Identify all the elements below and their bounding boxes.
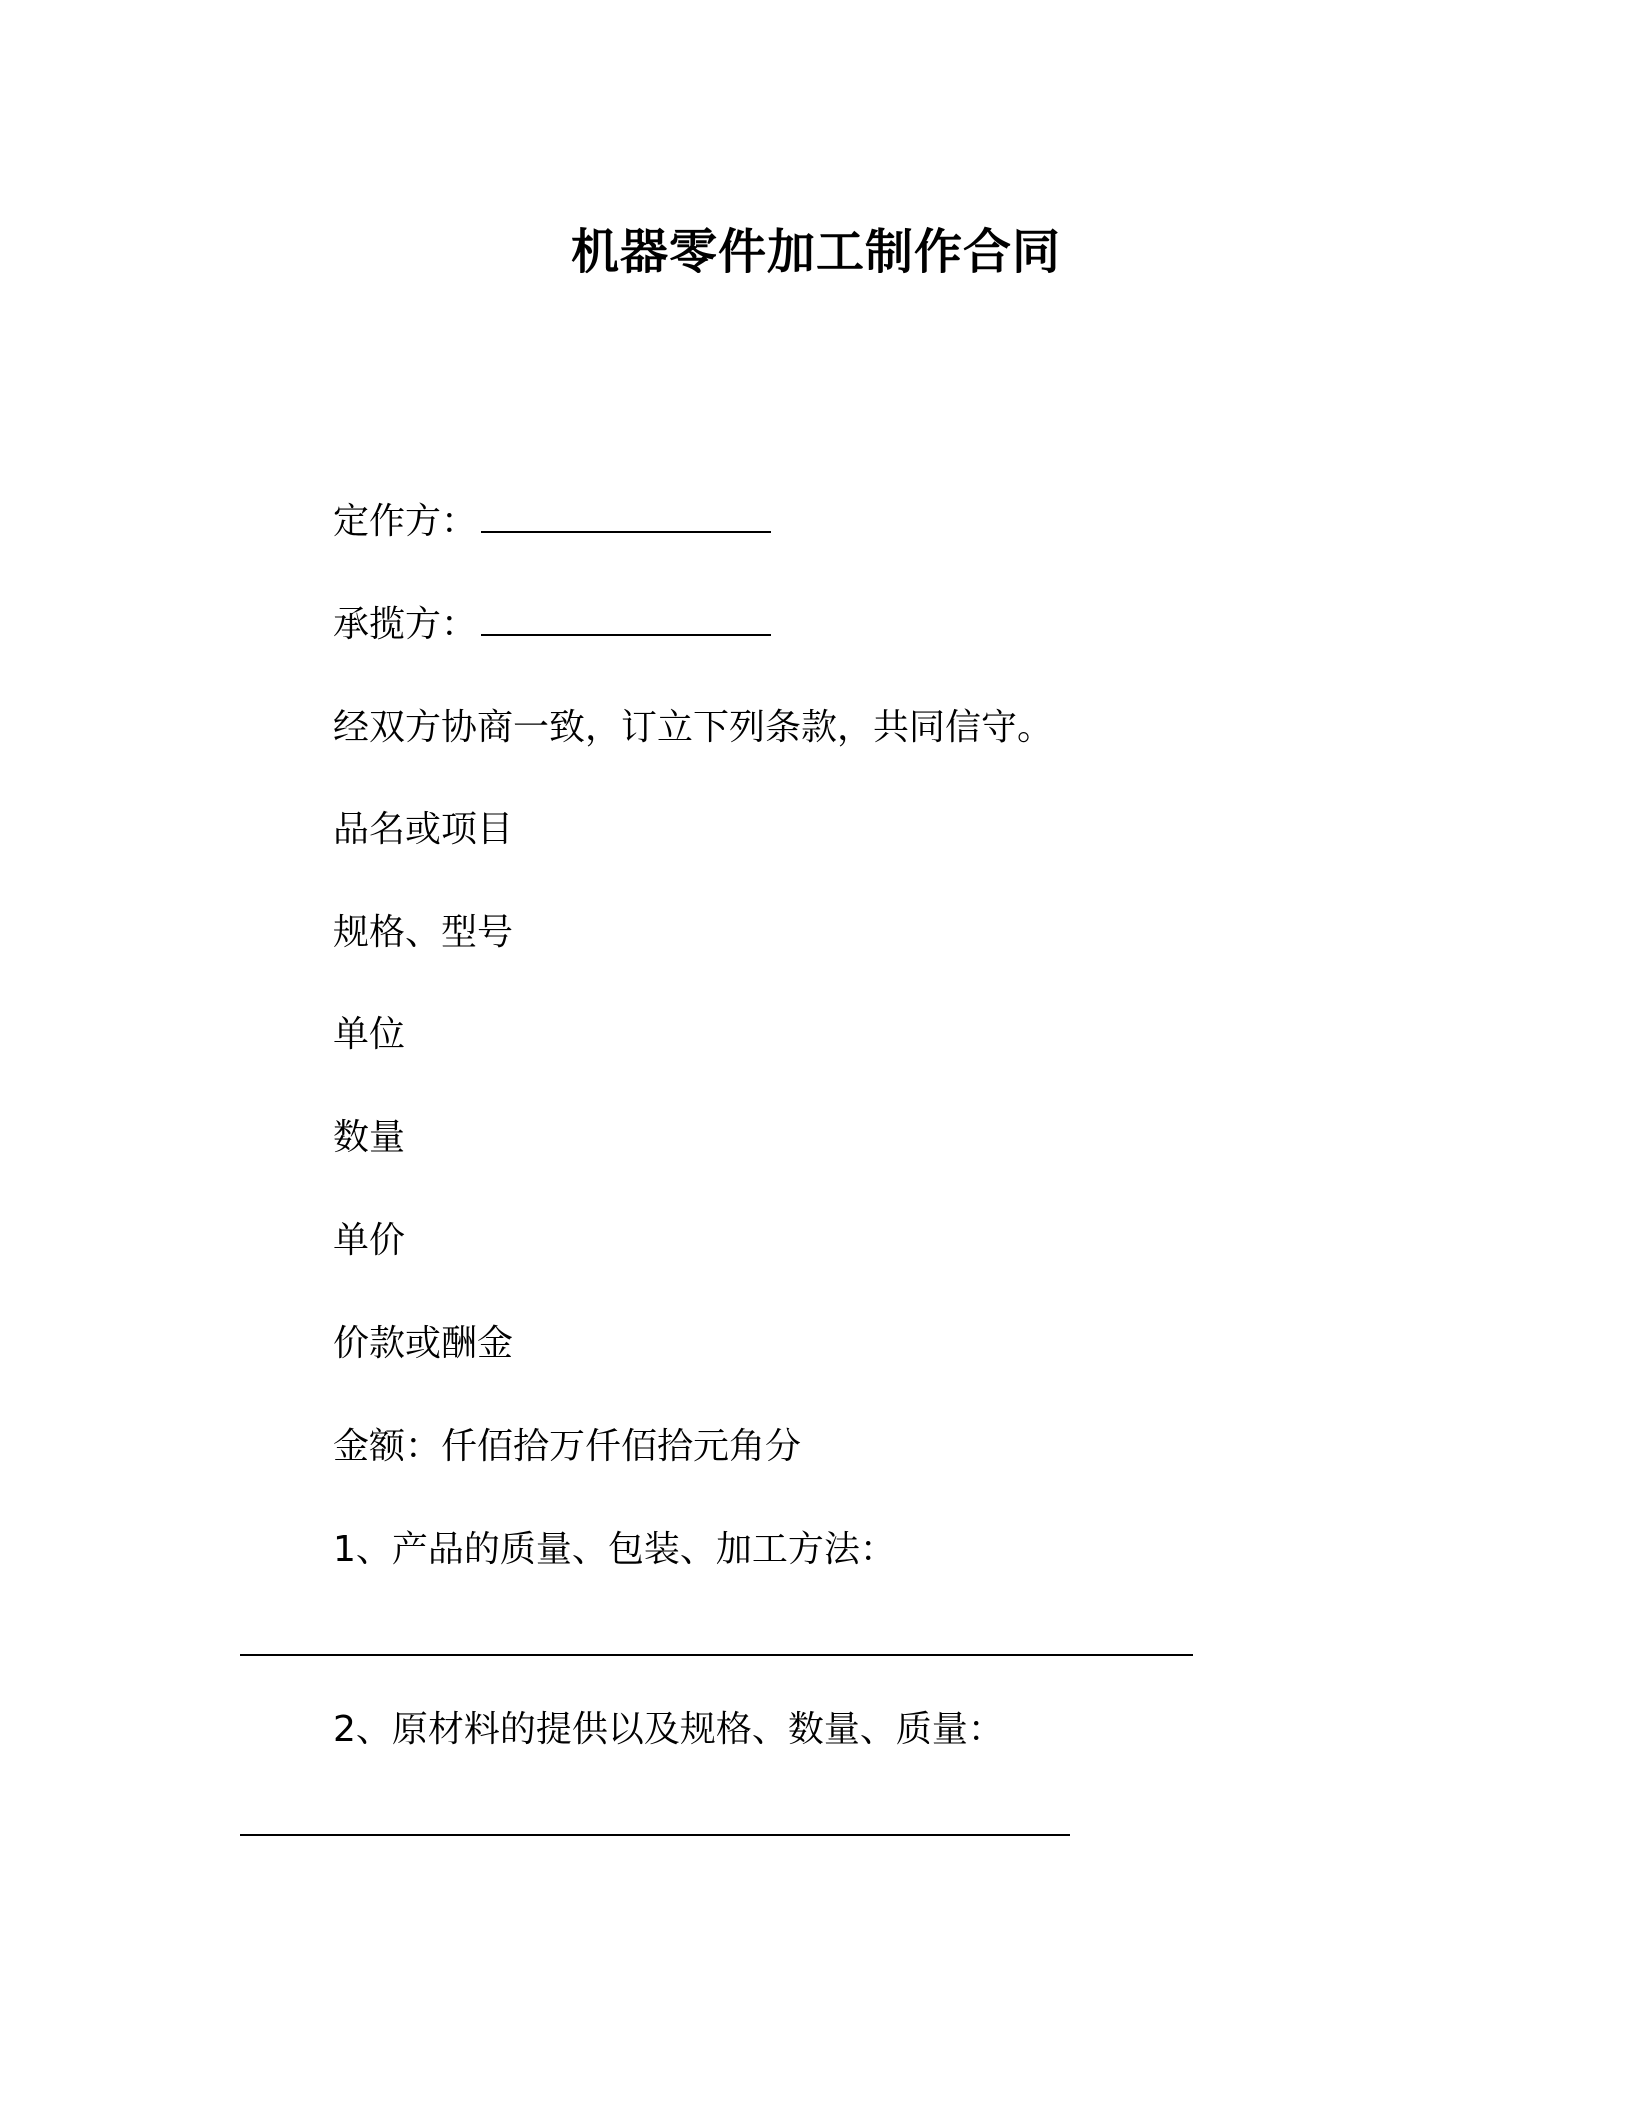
field-item-name: 品名或项目 bbox=[333, 809, 514, 850]
clause-1-blank-line bbox=[240, 1654, 1193, 1656]
field-unit-price: 单价 bbox=[333, 1220, 406, 1261]
party-a-blank bbox=[481, 495, 771, 533]
intro-text: 经双方协商一致，订立下列条款，共同信守。 bbox=[333, 707, 1054, 748]
clause-2-blank-line bbox=[240, 1834, 1070, 1836]
field-spec-model: 规格、型号 bbox=[333, 912, 514, 953]
party-a-line bbox=[333, 495, 771, 547]
clause-2: 2、原材料的提供以及规格、数量、质量： bbox=[333, 1709, 1004, 1750]
party-b-label: 承揽方： bbox=[333, 604, 478, 645]
document-title: 机器零件加工制作合同 bbox=[570, 224, 1061, 280]
field-amount: 金额：仟佰拾万仟佰拾元角分 bbox=[333, 1426, 802, 1467]
clause-1: 1、产品的质量、包装、加工方法： bbox=[333, 1529, 896, 1570]
field-price-or-fee: 价款或酬金 bbox=[333, 1323, 514, 1364]
field-quantity: 数量 bbox=[333, 1117, 406, 1158]
party-b-line bbox=[333, 598, 771, 650]
field-unit: 单位 bbox=[333, 1014, 406, 1055]
party-a-label: 定作方： bbox=[333, 501, 478, 542]
party-b-blank bbox=[481, 598, 771, 636]
